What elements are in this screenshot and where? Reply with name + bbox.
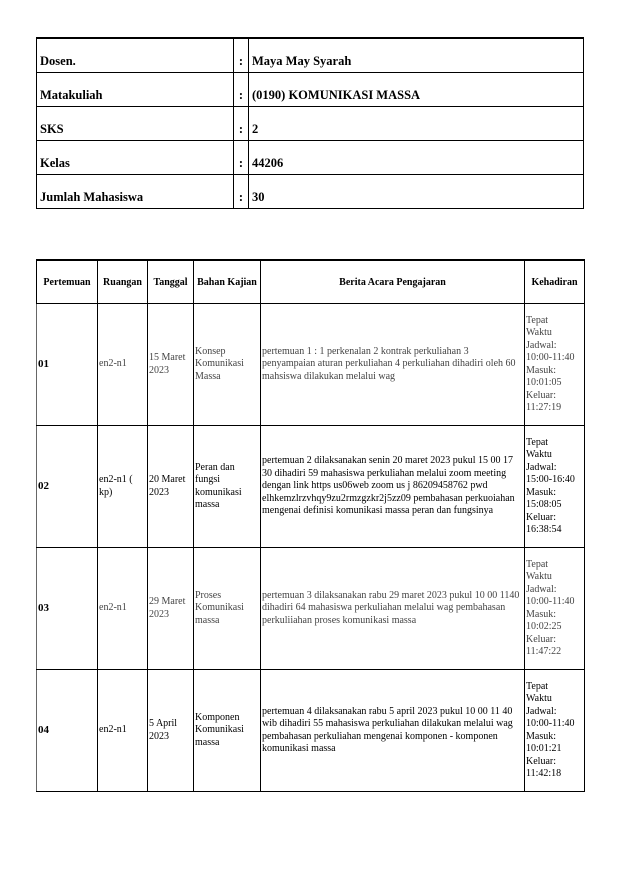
header-tanggal: Tanggal bbox=[148, 260, 194, 304]
cell-ruangan: en2-n1 bbox=[98, 670, 148, 792]
table-row bbox=[37, 670, 585, 792]
table-row bbox=[37, 426, 585, 548]
info-label: Kelas bbox=[37, 141, 234, 175]
header-pertemuan: Pertemuan bbox=[37, 260, 98, 304]
info-separator: : bbox=[234, 107, 249, 141]
cell-pertemuan: 04 bbox=[37, 670, 98, 792]
info-label: Matakuliah bbox=[37, 73, 234, 107]
cell-kehadiran: Tepat Waktu Jadwal: 10:00-11:40 Masuk: 10:02:25 Keluar: 11:47:22 bbox=[525, 548, 585, 670]
info-separator: : bbox=[234, 175, 249, 209]
cell-berita-acara: pertemuan 1 : 1 perkenalan 2 kontrak perkuliahan 3 penyampaian aturan perkuliahan 4 perkuliahan dihadiri oleh 60 mahsiswa dilakukan melalui wag bbox=[261, 304, 525, 426]
course-info-table bbox=[36, 37, 584, 209]
info-label: SKS bbox=[37, 107, 234, 141]
attendance-table bbox=[36, 259, 585, 792]
cell-kehadiran: Tepat Waktu Jadwal: 15:00-16:40 Masuk: 15:08:05 Keluar: 16:38:54 bbox=[525, 426, 585, 548]
cell-bahan-kajian: Proses Komunikasi massa bbox=[194, 548, 261, 670]
info-value: 30 bbox=[249, 175, 584, 209]
info-row-kelas bbox=[37, 141, 584, 175]
cell-pertemuan: 02 bbox=[37, 426, 98, 548]
info-value: 2 bbox=[249, 107, 584, 141]
info-separator: : bbox=[234, 73, 249, 107]
header-kehadiran: Kehadiran bbox=[525, 260, 585, 304]
info-separator: : bbox=[234, 38, 249, 73]
cell-bahan-kajian: Komponen Komunikasi massa bbox=[194, 670, 261, 792]
info-label: Jumlah Mahasiswa bbox=[37, 175, 234, 209]
info-value: (0190) KOMUNIKASI MASSA bbox=[249, 73, 584, 107]
cell-ruangan: en2-n1 bbox=[98, 548, 148, 670]
cell-bahan-kajian: Peran dan fungsi komunikasi massa bbox=[194, 426, 261, 548]
cell-pertemuan: 01 bbox=[37, 304, 98, 426]
cell-berita-acara: pertemuan 4 dilaksanakan rabu 5 april 2023 pukul 10 00 11 40 wib dihadiri 55 mahasiswa perkuliahan dilakukan melalui wag pembahasan perkuliahan mengenai komponen - komponen komunikasi massa bbox=[261, 670, 525, 792]
info-row-sks bbox=[37, 107, 584, 141]
header-berita-acara: Berita Acara Pengajaran bbox=[261, 260, 525, 304]
cell-tanggal: 5 April 2023 bbox=[148, 670, 194, 792]
cell-tanggal: 20 Maret 2023 bbox=[148, 426, 194, 548]
info-separator: : bbox=[234, 141, 249, 175]
table-row bbox=[37, 304, 585, 426]
info-label: Dosen. bbox=[37, 38, 234, 73]
info-row-matakuliah bbox=[37, 73, 584, 107]
cell-kehadiran: Tepat Waktu Jadwal: 10:00-11:40 Masuk: 10:01:21 Keluar: 11:42:18 bbox=[525, 670, 585, 792]
cell-bahan-kajian: Konsep Komunikasi Massa bbox=[194, 304, 261, 426]
cell-pertemuan: 03 bbox=[37, 548, 98, 670]
cell-berita-acara: pertemuan 3 dilaksanakan rabu 29 maret 2023 pukul 10 00 1140 dihadiri 64 mahasiswa perkuliahan melalui wag pembahasan perkuliiahan proses komunikasi massa bbox=[261, 548, 525, 670]
cell-berita-acara: pertemuan 2 dilaksanakan senin 20 maret 2023 pukul 15 00 17 30 dihadiri 59 mahasiswa perkuliahan melalui zoom meeting dengan link https us06web zoom us j 86209458762 pwd elhkemzlrzvhqy9zu2rmzgzkr2j5zz09 pembahasan perkuoiahan mengenai definisi komunikasi massa peran dan fungsinya bbox=[261, 426, 525, 548]
cell-kehadiran: Tepat Waktu Jadwal: 10:00-11:40 Masuk: 10:01:05 Keluar: 11:27:19 bbox=[525, 304, 585, 426]
info-value: Maya May Syarah bbox=[249, 38, 584, 73]
cell-tanggal: 15 Maret 2023 bbox=[148, 304, 194, 426]
table-row bbox=[37, 548, 585, 670]
cell-ruangan: en2-n1 ( kp) bbox=[98, 426, 148, 548]
cell-tanggal: 29 Maret 2023 bbox=[148, 548, 194, 670]
info-row-dosen bbox=[37, 38, 584, 73]
table-header-row bbox=[37, 260, 585, 304]
cell-ruangan: en2-n1 bbox=[98, 304, 148, 426]
header-bahan-kajian: Bahan Kajian bbox=[194, 260, 261, 304]
info-row-jumlah-mahasiswa bbox=[37, 175, 584, 209]
header-ruangan: Ruangan bbox=[98, 260, 148, 304]
info-value: 44206 bbox=[249, 141, 584, 175]
